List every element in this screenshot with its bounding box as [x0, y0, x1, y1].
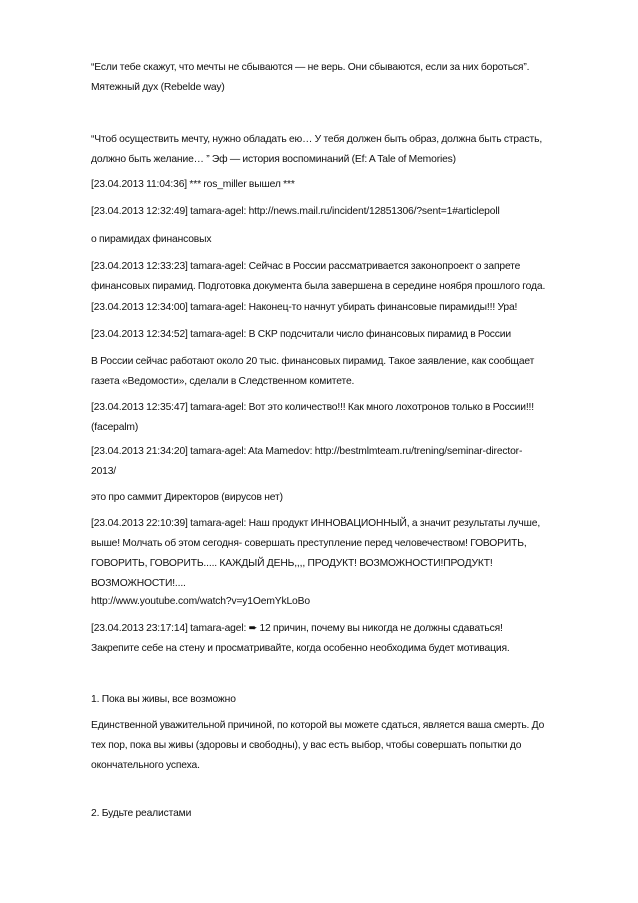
note-summit — [91, 488, 591, 508]
chat-line-seminar-link — [91, 442, 591, 482]
text-line: 1. Пока вы живы, все возможно — [91, 694, 236, 705]
chat-line-12-reasons — [91, 619, 591, 659]
text-line: “Чтоб осуществить мечту, нужно обладать ею… У тебя должен быть образ, должна быть страсть, — [91, 134, 543, 145]
text-line: [23.04.2013 11:04:36] *** ros_miller вышел *** — [91, 179, 295, 190]
chat-line-finally — [91, 298, 591, 318]
text-line: тех пор, пока вы живы (здоровы и свободны), у вас есть выбор, чтобы совершать попытки до — [91, 740, 522, 751]
note-pyramids — [91, 230, 591, 250]
text-line: [23.04.2013 21:34:20] tamara-agel: Ata Mamedov: http://bestmlmteam.ru/trening/seminar-director- — [91, 446, 523, 457]
text-line: [23.04.2013 12:32:49] tamara-agel: http://news.mail.ru/incident/12851306/?sent=1#articlepoll — [91, 206, 500, 217]
text-line: ВОЗМОЖНОСТИ!.... — [91, 578, 186, 589]
text-line: это про саммит Директоров (вирусов нет) — [91, 492, 283, 503]
text-line: В России сейчас работают около 20 тыс. финансовых пирамид. Такое заявление, как сообщает — [91, 356, 535, 367]
text-line: [23.04.2013 12:33:23] tamara-agel: Сейчас в России рассматривается законопроект о запрете — [91, 261, 521, 272]
text-line: окончательного успеха. — [91, 760, 200, 771]
text-line: о пирамидах финансовых — [91, 234, 212, 245]
heading-reason-1 — [91, 690, 591, 710]
text-line: выше! Молчать об этом сегодня- совершать преступление перед человечеством! ГОВОРИТЬ, — [91, 538, 527, 549]
text-line: [23.04.2013 22:10:39] tamara-agel: Наш продукт ИННОВАЦИОННЫЙ, а значит результаты лучше, — [91, 518, 541, 529]
text-line: Закрепите себе на стену и просматривайте, когда особенно необходима будет мотивация. — [91, 643, 510, 654]
text-line: [23.04.2013 12:34:52] tamara-agel: В СКР подсчитали число финансовых пирамид в России — [91, 329, 511, 340]
text-line: “Если тебе скажут, что мечты не сбываются — не верь. Они сбываются, если за них бороться”. — [91, 62, 530, 73]
text-line: (facepalm) — [91, 422, 139, 433]
quote-ef-tale-of-memories — [91, 130, 591, 170]
text-line: 2. Будьте реалистами — [91, 808, 192, 819]
text-line: Единственной уважительной причиной, по которой вы можете сдаться, является ваша смерть. До — [91, 720, 545, 731]
text-line: [23.04.2013 12:34:00] tamara-agel: Наконец-то начнут убирать финансовые пирамиды!!! Ура! — [91, 302, 518, 313]
text-line: финансовых пирамид. Подготовка документа была завершена в середине ноября прошлого года. — [91, 281, 546, 292]
text-line: 2013/ — [91, 466, 117, 477]
chat-line-law-draft — [91, 257, 591, 297]
text-line: [23.04.2013 23:17:14] tamara-agel: ➨ 12 причин, почему вы никогда не должны сдаваться! — [91, 623, 503, 634]
news-excerpt — [91, 352, 591, 392]
text-line: [23.04.2013 12:35:47] tamara-agel: Вот это количество!!! Как много лохотронов только в России!!! — [91, 402, 534, 413]
heading-reason-2 — [91, 804, 591, 824]
text-line: должно быть желание… ” Эф — история воспоминаний (Ef: A Tale of Memories) — [91, 154, 456, 165]
text-line: Мятежный дух (Rebelde way) — [91, 82, 225, 93]
quote-rebelde-way — [91, 58, 591, 98]
text-line: газета «Ведомости», сделали в Следственном комитете. — [91, 376, 355, 387]
chat-line-quantity — [91, 398, 591, 438]
chat-line-innovative-product — [91, 514, 591, 594]
chat-line-skr-count — [91, 325, 591, 345]
chat-line-news-link — [91, 202, 591, 222]
youtube-link — [91, 592, 591, 612]
reason-1-body — [91, 716, 591, 776]
chat-line-ros-miller-left — [91, 175, 591, 195]
text-line: ГОВОРИТЬ, ГОВОРИТЬ..... КАЖДЫЙ ДЕНЬ,,,, ПРОДУКТ! ВОЗМОЖНОСТИ!ПРОДУКТ! — [91, 558, 493, 569]
text-line: http://www.youtube.com/watch?v=y1OemYkLoBo — [91, 596, 310, 607]
